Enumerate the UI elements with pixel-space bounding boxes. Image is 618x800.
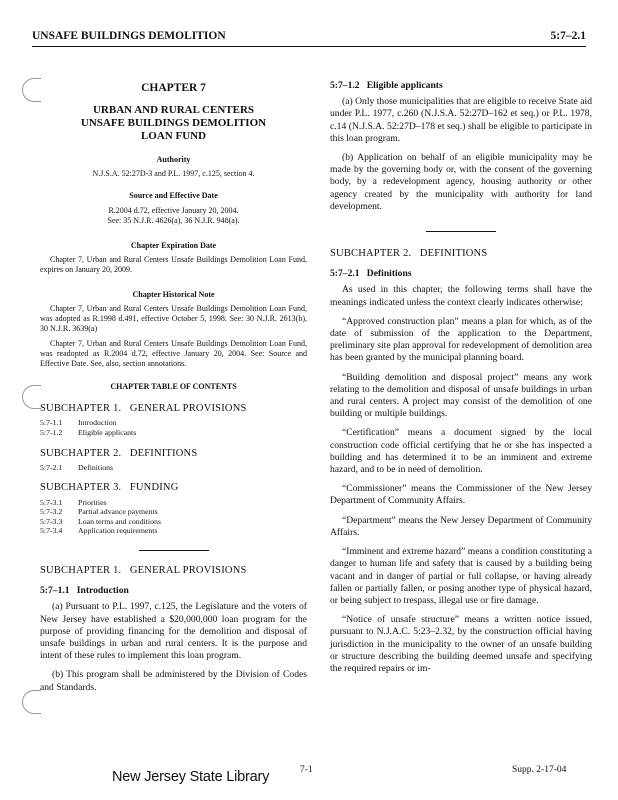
history-paragraph: Chapter 7, Urban and Rural Centers Unsafe Buildings Demolition Loan Fund, was readopted as R.2004 d.72, effective January 20, 2004. See: Source and Effective Date. See, also, section annotations. [40,339,307,369]
history-paragraph: Chapter 7, Urban and Rural Centers Unsafe Buildings Demolition Loan Fund, was adopted as R.1998 d.491, effective October 5, 1998. See: 30 N.J.R. 2613(b), 30 N.J.R. 3639(a) [40,304,307,334]
subchapter-heading: SUBCHAPTER 2. DEFINITIONS [330,248,488,260]
toc-item: 5:7-3.1 Priorities [40,497,107,507]
expiration-text: Chapter 7, Urban and Rural Centers Unsafe Buildings Demolition Loan Fund, expires on January 20, 2009. [40,254,307,274]
authority-text: N.J.S.A. 52:27D-3 and P.L. 1997, c.125, section 4. [92,169,255,179]
source-line: See: 35 N.J.R. 4626(a), 36 N.J.R. 948(a). [107,215,240,225]
toc-item: 5:7-3.3 Loan terms and conditions [40,516,161,526]
supplement-date: Supp. 2-17-04 [512,765,567,775]
definition-paragraph: “Commissioner” means the Commissioner of the New Jersey Department of Community Affairs. [330,483,592,507]
page-number: 7-1 [300,765,313,775]
source-line: R.2004 d.72, effective January 20, 2004. [108,205,239,215]
chapter-title: URBAN AND RURAL CENTERS UNSAFE BUILDINGS DEMOLITION LOAN FUND [80,104,267,143]
toc-item: 5:7-3.4 Application requirements [40,526,158,536]
body-paragraph: (a) Only those municipalities that are eligible to receive State aid under P.L. 1977, c.260 (N.J.S.A. 52:27D–162 et seq.) or P.L. 1978, c.14 (N.J.S.A. 52:27D–178 et seq.) shall be eligible to participate in this loan program. [330,96,592,144]
body-paragraph: (b) This program shall be administered by the Division of Codes and Standards. [40,669,307,693]
toc-heading: CHAPTER TABLE OF CONTENTS [110,382,237,392]
header-title: UNSAFE BUILDINGS DEMOLITION [32,30,226,42]
library-stamp: New Jersey State Library [112,769,270,785]
definition-paragraph: “Notice of unsafe structure” means a written notice issued, pursuant to N.J.A.C. 5:23–2.32, by the construction official having jurisdiction in the municipality to the owner of an unsafe building or structure describing the building deemed unsafe and specifying the required repairs or im- [330,614,592,674]
body-paragraph: (a) Pursuant to P.L. 1997, c.125, the Legislature and the voters of New Jersey have established a $20,000,000 loan program for the purpose of providing financing for the demolition and disposal of unsafe buildings in urban and rural centers. It is the purpose and intent of these rules to implement this loan program. [40,601,307,662]
toc-item: 5:7-3.2 Partial advance payments [40,507,158,517]
right-column [330,70,592,682]
expiration-heading: Chapter Expiration Date [130,240,217,250]
toc-item: 5:7-1.1 Introduction [40,418,117,428]
section-heading: 5:7–1.2 Eligible applicants [330,80,443,91]
toc-subchapter-title: SUBCHAPTER 3. FUNDING [40,482,179,494]
body-paragraph: (b) Application on behalf of an eligible municipality may be made by the governing body or, with the consent of the governing body, by a redevelopment agency, housing authority or other agency created by the municipality with authority for land development. [330,152,592,212]
punch-hole-mark [22,385,41,409]
toc-subchapter-title: SUBCHAPTER 1. GENERAL PROVISIONS [40,403,247,415]
toc-item: 5:7-1.2 Eligible applicants [40,428,137,438]
chapter-number: CHAPTER 7 [141,82,206,94]
toc-list [40,498,307,536]
section-heading: 5:7–1.1 Introduction [40,585,129,597]
toc-list [40,463,307,473]
authority-heading: Authority [156,155,191,165]
toc-item: 5:7-2.1 Definitions [40,462,114,472]
history-heading: Chapter Historical Note [132,289,215,299]
section-divider [426,231,496,232]
toc-subchapter-title: SUBCHAPTER 2. DEFINITIONS [40,447,198,459]
definition-paragraph: “Imminent and extreme hazard” means a condition constituting a danger to human life and safety that is caused by a building being vacant and in danger of partial or full collapse, or having already fallen or partially fallen, or posing another type of physical hazard, or being subject to trespass, illegal use or fire damage. [330,546,592,606]
body-paragraph: As used in this chapter, the following terms shall have the meanings indicated unless the context clearly indicates otherwise: [330,284,592,308]
definition-paragraph: “Department” means the New Jersey Department of Community Affairs. [330,514,592,538]
section-heading: 5:7–2.1 Definitions [330,268,412,280]
punch-hole-mark [22,690,41,714]
definition-paragraph: “Building demolition and disposal project” means any work relating to the demolition and disposal of unsafe buildings in urban and rural centers. A project may consist of the demolition of one building or multiple buildings. [330,371,592,420]
definition-paragraph: “Certification” means a document signed by the local construction code official certifying that he or she has inspected a building and has determined it to be an imminent and extreme hazard, and to be in need of demolition. [330,427,592,476]
toc-list [40,418,307,437]
section-divider [139,550,209,551]
running-header [32,30,586,47]
source-heading: Source and Effective Date [129,191,218,201]
subchapter-heading: SUBCHAPTER 1. GENERAL PROVISIONS [40,564,247,576]
header-section: 5:7–2.1 [550,30,586,42]
left-column [40,70,307,701]
punch-hole-mark [22,78,41,102]
definition-paragraph: “Approved construction plan” means a plan for which, as of the date of submission of the application to the Department, preliminary site plan approval for redevelopment of demolition area has been granted by the municipal planning board. [330,315,592,364]
